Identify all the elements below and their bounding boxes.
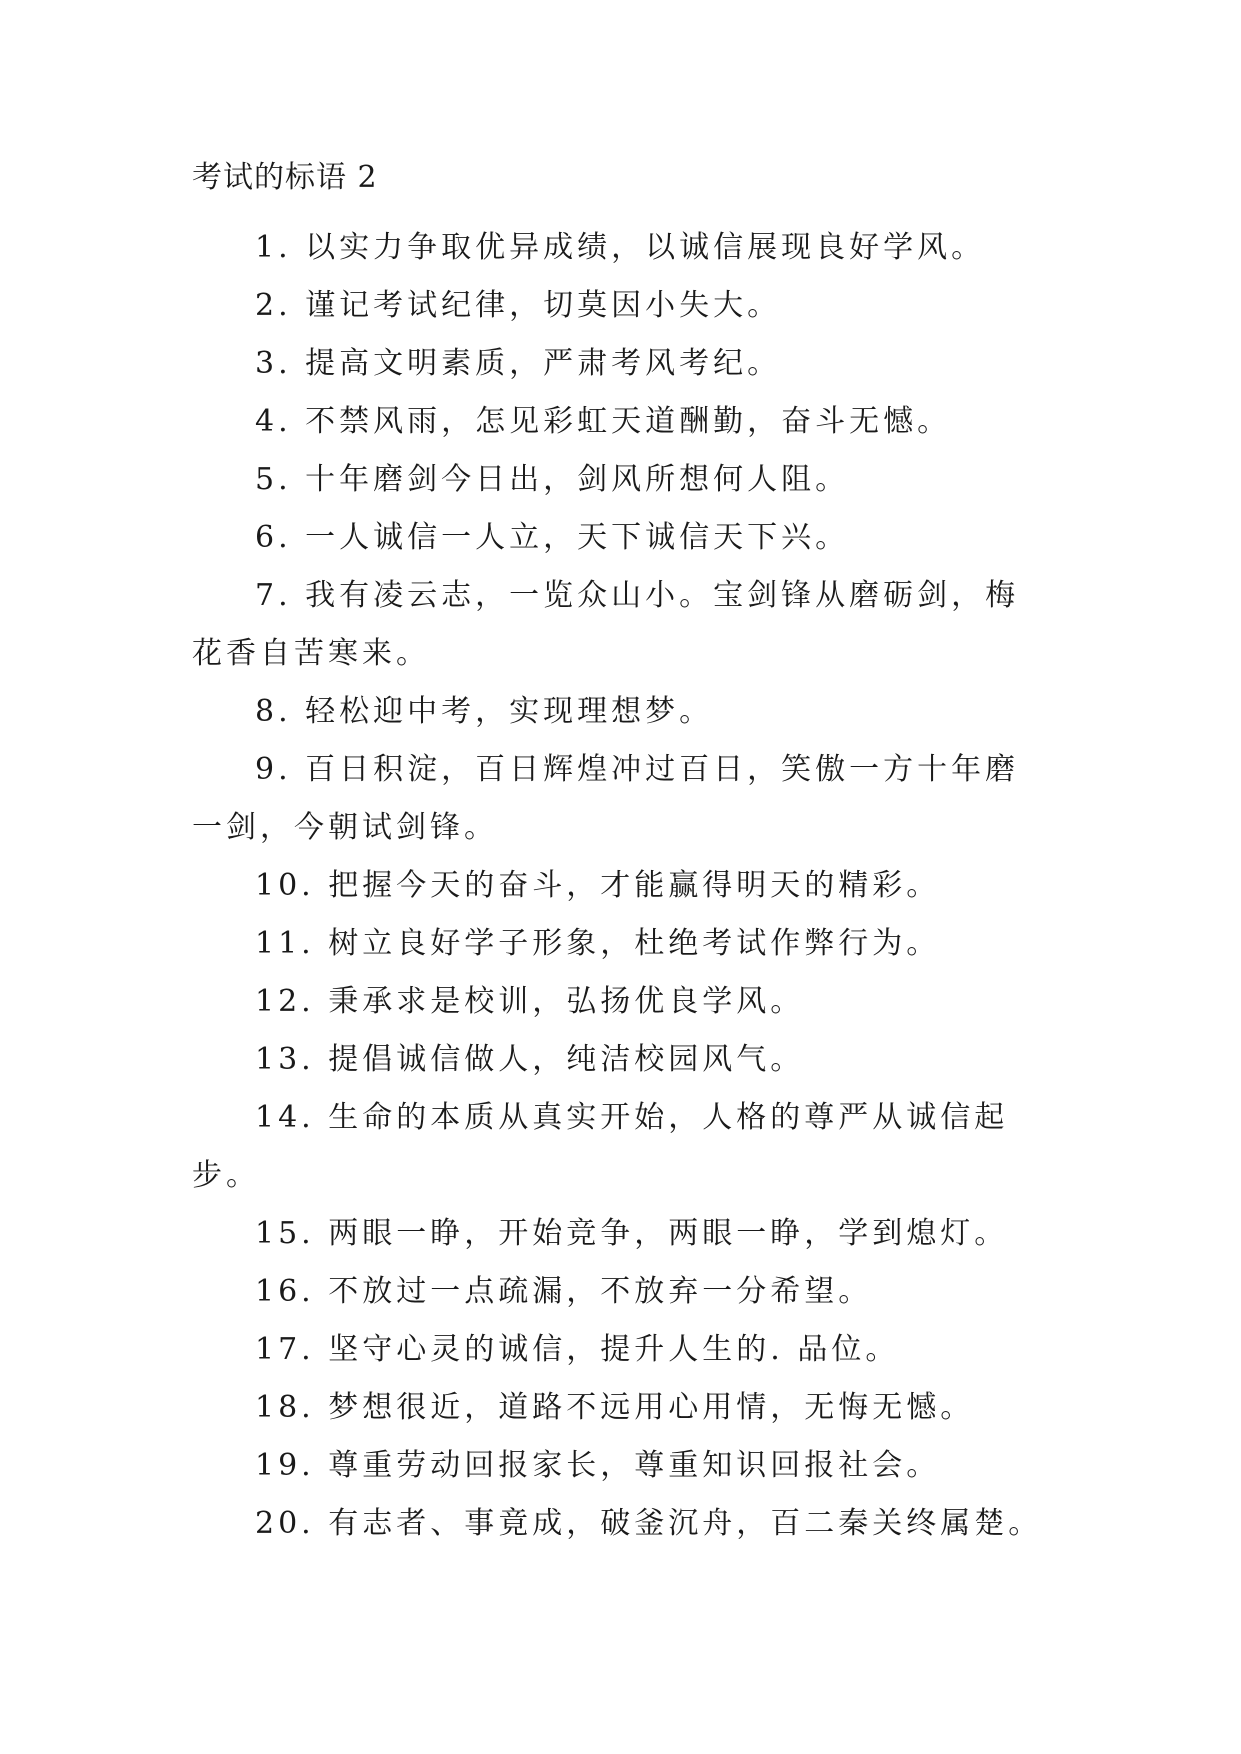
list-item: 15. 两眼一睁，开始竞争，两眼一睁，学到熄灯。 [255,1216,1009,1251]
list-item: 11. 树立良好学子形象，杜绝考试作弊行为。 [255,926,941,961]
list-item: 16. 不放过一点疏漏，不放弃一分希望。 [255,1274,873,1309]
list-item: 17. 坚守心灵的诚信，提升人生的. 品位。 [255,1332,900,1367]
slogan-list [192,219,1052,1553]
list-item: 12. 秉承求是校训，弘扬优良学风。 [255,984,805,1019]
list-item: 7. 我有凌云志，一览众山小。宝剑锋从磨砺剑，梅花香自苦寒来。 [192,578,1020,671]
list-item: 1. 以实力争取优异成绩，以诚信展现良好学风。 [255,230,986,265]
document-page [192,160,1052,1553]
list-item: 10. 把握今天的奋斗，才能赢得明天的精彩。 [255,868,941,903]
list-item: 8. 轻松迎中考，实现理想梦。 [255,694,714,729]
list-item: 6. 一人诚信一人立，天下诚信天下兴。 [255,520,850,555]
list-item: 2. 谨记考试纪律，切莫因小失大。 [255,288,782,323]
list-item: 18. 梦想很近，道路不远用心用情，无悔无憾。 [255,1390,975,1425]
list-item: 5. 十年磨剑今日出，剑风所想何人阻。 [255,462,850,497]
document-title: 考试的标语 2 [192,160,378,195]
list-item: 3. 提高文明素质，严肃考风考纪。 [255,346,782,381]
list-item: 20. 有志者、事竟成，破釜沉舟，百二秦关终属楚。 [255,1506,1043,1541]
list-item: 13. 提倡诚信做人，纯洁校园风气。 [255,1042,805,1077]
list-item: 19. 尊重劳动回报家长，尊重知识回报社会。 [255,1448,941,1483]
list-item: 14. 生命的本质从真实开始，人格的尊严从诚信起步。 [192,1100,1009,1193]
list-item: 9. 百日积淀，百日辉煌冲过百日，笑傲一方十年磨一剑，今朝试剑锋。 [192,752,1020,845]
list-item: 4. 不禁风雨，怎见彩虹天道酬勤，奋斗无憾。 [255,404,952,439]
